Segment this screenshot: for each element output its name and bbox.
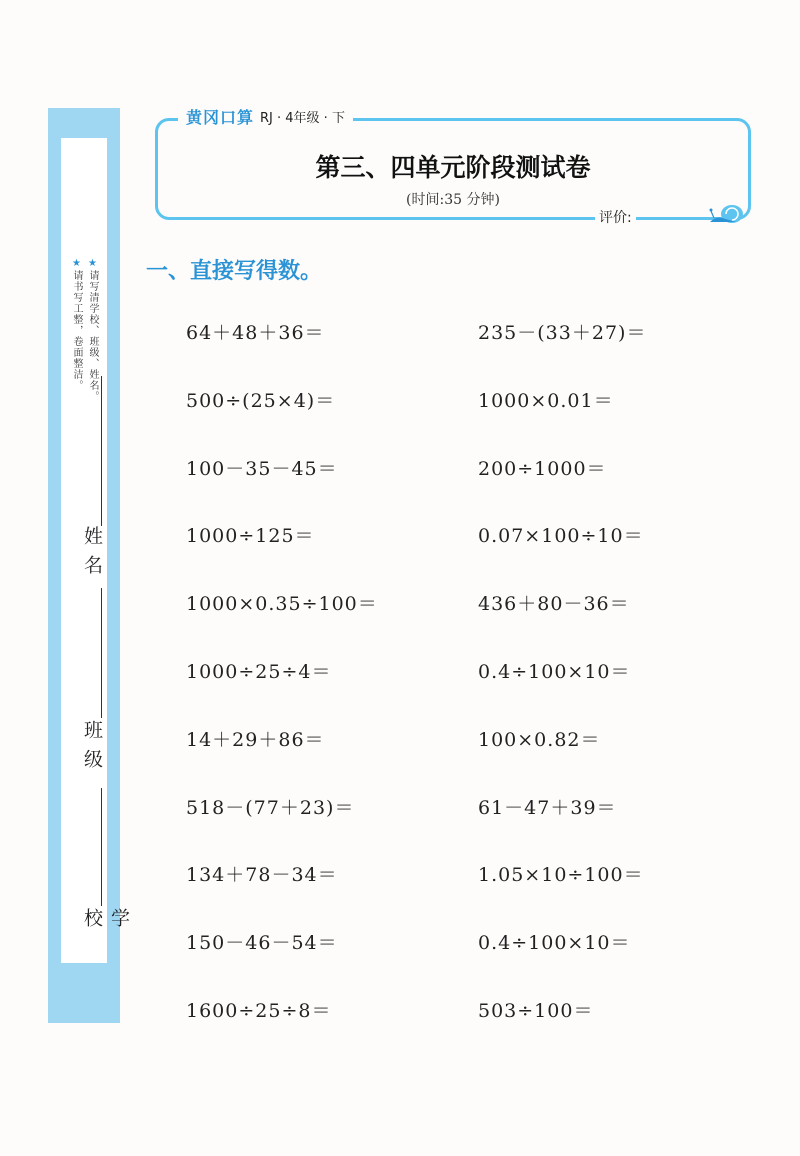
problem-left-10: 150－46－54＝ — [186, 932, 338, 954]
problem-left-6: 1000÷25÷4＝ — [186, 661, 332, 683]
problem-right-11: 503÷100＝ — [478, 1000, 594, 1022]
notice-text-2: 请书写工整，卷面整洁。 — [71, 270, 82, 391]
problem-right-6: 0.4÷100×10＝ — [478, 661, 631, 683]
problem-right-7: 100×0.82＝ — [478, 729, 601, 751]
page-title: 第三、四单元阶段测试卷 — [315, 153, 591, 182]
notice-line-2 — [69, 258, 84, 391]
name-field-line[interactable] — [101, 376, 102, 526]
notice-line-1 — [85, 258, 100, 402]
problem-right-8: 61－47＋39＝ — [478, 797, 617, 819]
brand — [178, 105, 353, 128]
grade-label: 评价: — [599, 210, 632, 226]
exam-time: (时间:35 分钟) — [406, 192, 500, 208]
problem-left-8: 518－(77＋23)＝ — [186, 797, 355, 819]
brand-logo: 黄冈口算 — [186, 108, 255, 127]
brand-edition: RJ · 4年级 · 下 — [260, 111, 345, 126]
problem-right-2: 1000×0.01＝ — [478, 390, 614, 412]
problem-right-9: 1.05×10÷100＝ — [478, 864, 644, 886]
problem-right-4: 0.07×100÷10＝ — [478, 525, 644, 547]
problem-right-3: 200÷1000＝ — [478, 458, 607, 480]
student-info-strip — [48, 108, 130, 1023]
notice-text-1: 请写清学校、班级、姓名。 — [87, 270, 98, 402]
problem-right-5: 436＋80－36＝ — [478, 593, 630, 615]
problem-left-5: 1000×0.35÷100＝ — [186, 593, 378, 615]
problem-left-2: 500÷(25×4)＝ — [186, 390, 336, 412]
problem-right-10: 0.4÷100×10＝ — [478, 932, 631, 954]
problem-left-7: 14＋29＋86＝ — [186, 729, 325, 751]
problem-left-11: 1600÷25÷8＝ — [186, 1000, 332, 1022]
school-field-line[interactable] — [101, 788, 102, 906]
student-info-panel — [61, 138, 130, 963]
section-title: 一、直接写得数。 — [146, 259, 323, 284]
problem-left-9: 134＋78－34＝ — [186, 864, 338, 886]
class-label: 班级 — [81, 720, 103, 778]
school-label: 学校 — [81, 908, 130, 937]
name-label: 姓名 — [81, 526, 103, 584]
problem-left-4: 1000÷125＝ — [186, 525, 315, 547]
problem-left-3: 100－35－45＝ — [186, 458, 338, 480]
grade-field[interactable] — [595, 207, 636, 227]
problem-left-1: 64＋48＋36＝ — [186, 322, 325, 344]
class-field-line[interactable] — [101, 588, 102, 718]
snail-icon — [706, 200, 746, 226]
star-icon: ★ — [71, 258, 82, 270]
star-icon: ★ — [87, 258, 98, 270]
problem-right-1: 235－(33＋27)＝ — [478, 322, 647, 344]
